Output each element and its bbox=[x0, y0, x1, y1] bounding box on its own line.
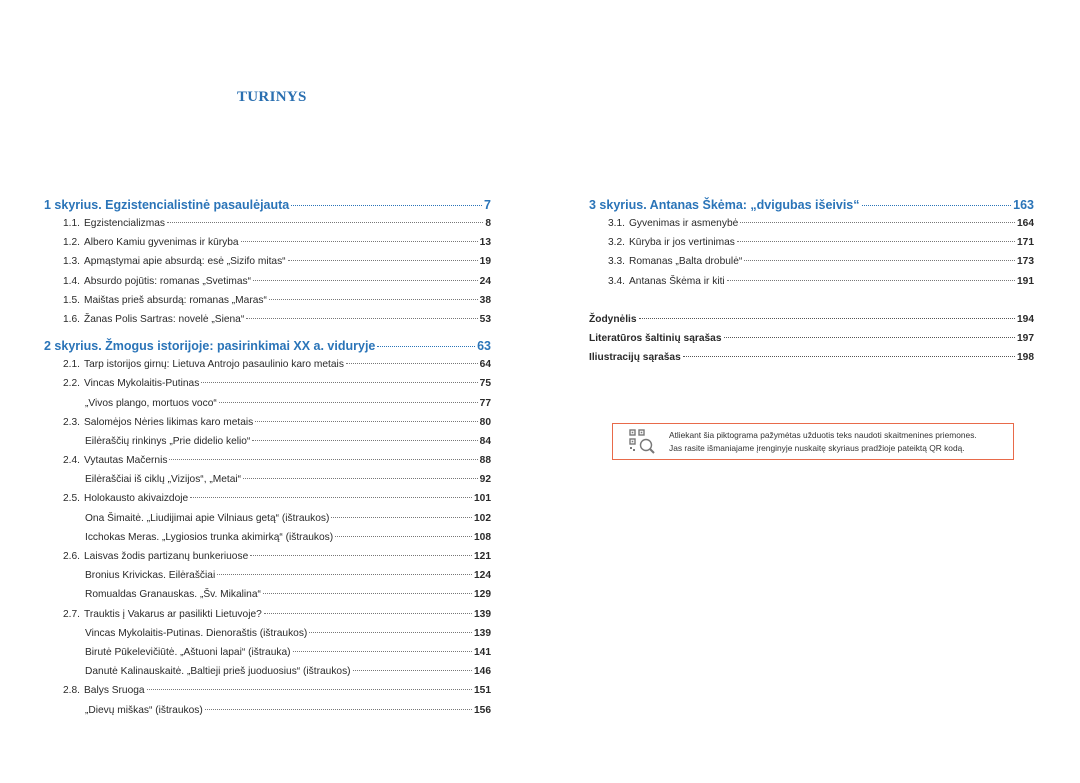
toc-chapter-3[interactable]: 3 skyrius. Antanas Škėma: „dvigubas išeivis“ 163 bbox=[589, 198, 1034, 212]
toc-entry[interactable]: 2.2. Vincas Mykolaitis-Putinas 75 bbox=[63, 378, 491, 390]
qr-search-icon bbox=[629, 429, 655, 455]
toc-back-entry[interactable]: Literatūros šaltinių sąrašas 197 bbox=[589, 332, 1034, 344]
toc-subentry[interactable]: Ona Šimaitė. „Liudijimai apie Vilniaus getą“ (ištraukos) 102 bbox=[85, 512, 491, 524]
toc-subentry[interactable]: „Dievų miškas“ (ištraukos) 156 bbox=[85, 704, 491, 716]
toc-entry[interactable]: 2.5. Holokausto akivaizdoje 101 bbox=[63, 493, 491, 505]
note-line-1: Atliekant šia piktograma pažymėtas užduotis teks naudoti skaitmenines priemones. bbox=[669, 429, 977, 440]
note-line-2: Jas rasite išmaniajame įrenginyje nuskaitę skyriaus pradžioje pateiktą QR kodą. bbox=[669, 442, 965, 453]
toc-right-column bbox=[589, 198, 1034, 371]
toc-chapter-2-items bbox=[44, 359, 491, 724]
toc-entry[interactable]: 2.8. Balys Sruoga 151 bbox=[63, 685, 491, 697]
page-title: TURINYS bbox=[237, 89, 307, 105]
toc-subentry[interactable]: Romualdas Granauskas. „Šv. Mikalina“ 129 bbox=[85, 589, 491, 601]
toc-entry[interactable]: 1.6. Žanas Polis Sartras: novelė „Siena“ 53 bbox=[63, 313, 491, 325]
toc-entry[interactable]: 1.2. Albero Kamiu gyvenimas ir kūryba 13 bbox=[63, 237, 491, 249]
toc-entry[interactable]: 3.1. Gyvenimas ir asmenybė 164 bbox=[608, 218, 1034, 229]
toc-left-column bbox=[44, 198, 491, 724]
toc-chapter-2[interactable]: 2 skyrius. Žmogus istorijoje: pasirinkimai XX a. viduryje 63 bbox=[44, 339, 491, 354]
toc-chapter-3-items bbox=[589, 218, 1034, 295]
toc-entry[interactable]: 1.5. Maištas prieš absurdą: romanas „Maras“ 38 bbox=[63, 294, 491, 306]
toc-back-matter bbox=[589, 314, 1034, 372]
toc-subentry[interactable]: Danutė Kalinauskaitė. „Baltieji prieš juoduosius“ (ištraukos) 146 bbox=[85, 666, 491, 678]
toc-back-entry[interactable]: Iliustracijų sąrašas 198 bbox=[589, 352, 1034, 364]
toc-chapter-1-items bbox=[44, 218, 491, 333]
toc-subentry[interactable]: Eilėraščiai iš ciklų „Vizijos“, „Metai“ 92 bbox=[85, 474, 491, 486]
digital-tools-note bbox=[612, 423, 1014, 460]
toc-entry[interactable]: 3.4. Antanas Škėma ir kiti 191 bbox=[608, 275, 1034, 287]
toc-entry[interactable]: 1.1. Egzistencializmas 8 bbox=[63, 218, 491, 229]
toc-subentry[interactable]: Bronius Krivickas. Eilėraščiai 124 bbox=[85, 570, 491, 582]
toc-entry[interactable]: 1.4. Absurdo pojūtis: romanas „Svetimas“ 24 bbox=[63, 275, 491, 287]
toc-entry[interactable]: 2.6. Laisvas žodis partizanų bunkeriuose 121 bbox=[63, 551, 491, 562]
toc-subentry[interactable]: Birutė Pūkelevičiūtė. „Aštuoni lapai“ (ištrauka) 141 bbox=[85, 646, 491, 658]
toc-subentry[interactable]: Eilėraščių rinkinys „Prie didelio kelio“ 84 bbox=[85, 435, 491, 447]
toc-entry[interactable]: 3.3. Romanas „Balta drobulė“ 173 bbox=[608, 256, 1034, 268]
toc-entry[interactable]: 2.1. Tarp istorijos girnų: Lietuva Antrojo pasaulinio karo metais 64 bbox=[63, 359, 491, 371]
toc-subentry[interactable]: „Vivos plango, mortuos voco“ 77 bbox=[85, 397, 491, 409]
toc-entry[interactable]: 1.3. Apmąstymai apie absurdą: esė „Sizifo mitas“ 19 bbox=[63, 256, 491, 268]
toc-chapter-1[interactable]: 1 skyrius. Egzistencialistinė pasaulėjauta 7 bbox=[44, 198, 491, 212]
toc-entry[interactable]: 2.4. Vytautas Mačernis 88 bbox=[63, 455, 491, 467]
toc-entry[interactable]: 2.3. Salomėjos Nėries likimas karo metais 80 bbox=[63, 416, 491, 428]
toc-subentry[interactable]: Vincas Mykolaitis-Putinas. Dienoraštis (ištraukos) 139 bbox=[85, 627, 491, 639]
toc-entry[interactable]: 3.2. Kūryba ir jos vertinimas 171 bbox=[608, 237, 1034, 249]
toc-entry[interactable]: 2.7. Trauktis į Vakarus ar pasilikti Lietuvoje? 139 bbox=[63, 608, 491, 620]
toc-subentry[interactable]: Icchokas Meras. „Lygiosios trunka akimirką“ (ištraukos) 108 bbox=[85, 531, 491, 543]
toc-back-entry[interactable]: Žodynėlis 194 bbox=[589, 313, 1034, 325]
